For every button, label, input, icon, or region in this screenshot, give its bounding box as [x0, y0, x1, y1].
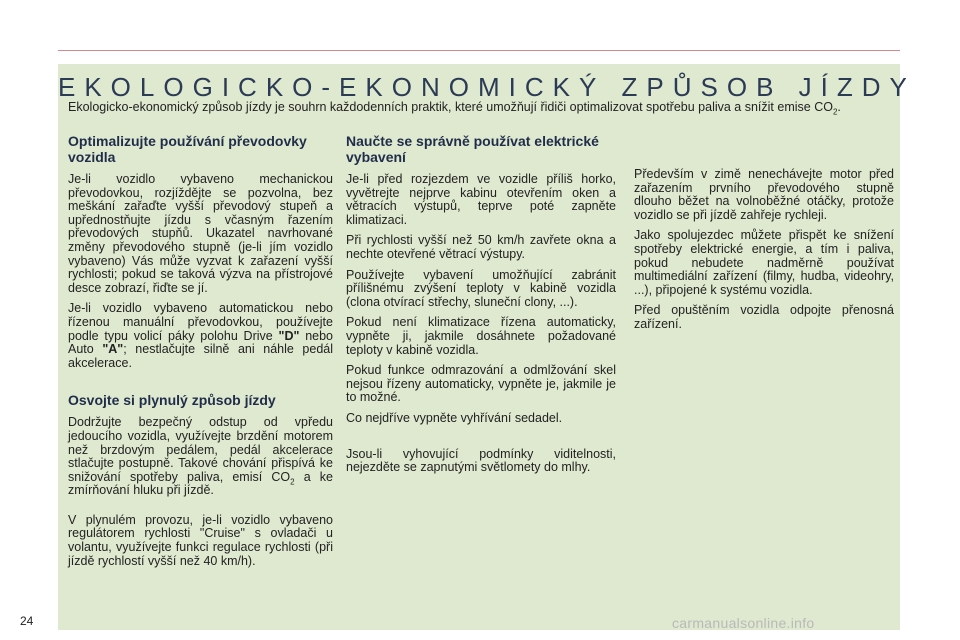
intro-paragraph [68, 100, 898, 117]
text-fragment: Dodržujte bezpečný odstup od vpředu jedoucího vozidla, využívejte brzdění motorem než brzdovým pedálem, pedál akcelerace stlačujte postupně. Takové chování přispívá ke snižování spotřeby paliva, emisí CO [68, 415, 333, 484]
paragraph-multimedia: Jako spolujezdec můžete přispět ke snížení spotřeby elektrické energie, a tím i paliva, pokud nebudete nadměrně používat multimediální zařízení (filmy, hudba, videohry, ...), připojené k systému vozidla. [634, 228, 894, 297]
section-heading-gearbox: Optimalizujte používání převodovky vozidla [68, 133, 307, 165]
paragraph-safe-distance [68, 416, 333, 498]
intro-text: Ekologicko-ekonomický způsob jízdy je souhrn každodenních praktik, které umožňují řidiči optimalizovat spotřebu paliva a snížit emise CO [68, 100, 833, 114]
text-fragment: ; nestlačujte silně ani náhle pedál akcelerace. [68, 342, 334, 370]
paragraph-manual-gearbox: Je-li vozidlo vybaveno mechanickou převodovkou, rozjíždějte se pozvolna, bez meškání zařaďte vyšší převodový stupeň a upřednostňujte jízdu s včasným řazením převodových stupňů. Ukazatel navrhované změny převodového stupně (je-li jím vozidlo vybaveno) Vás může vyzvat k zařazení vyšší rychlosti; pokud se taková výzva na přístrojové desce zobrazí, řiďte se jí. [68, 172, 333, 295]
paragraph-winter-idle: Především v zimě nenechávejte motor před zařazením prvního převodového stupně dlouho běžet na volnoběžné otáčky, protože vozidlo se při jízdě zahřeje rychleji. [634, 167, 894, 222]
top-divider [58, 50, 900, 51]
section-heading-electrical: Naučte se správně používat elektrické vybavení [346, 133, 599, 165]
paragraph-air-conditioning: Pokud není klimatizace řízena automaticky, vypněte ji, jakmile dosáhnete požadované teploty v kabině vozidla. [346, 315, 616, 357]
paragraph-sun-blinds: Používejte vybavení umožňující zabránit přílišnému zvýšení teploty v kabině vozidla (clona otvírací střechy, sluneční clony, ...). [346, 267, 616, 309]
watermark: carmanualsonline.info [672, 615, 815, 631]
mode-drive-label: "D" [278, 328, 300, 343]
page-title: EKOLOGICKO-EKONOMICKÝ ZPŮSOB JÍZDY [58, 72, 916, 102]
paragraph-seat-heating: Co nejdříve vypněte vyhřívání sedadel. [346, 410, 563, 425]
paragraph-ventilation: Je-li před rozjezdem ve vozidle příliš horko, vyvětrejte nejprve kabinu otevřením oken a větracích výstupů, teprve poté zapněte klimatizaci. [346, 172, 616, 227]
column-right [634, 168, 894, 339]
paragraph-cruise-control: V plynulém provozu, je-li vozidlo vybaveno regulátorem rychlosti "Cruise" s ovladači u volantu, využívejte funkci regulace rychlosti (při jízdě rychlostí vyšší než 40 km/h). [68, 512, 333, 568]
mode-auto-label: "A" [102, 342, 124, 357]
paragraph-automatic-gearbox [68, 302, 333, 370]
intro-subscript: 2 [832, 107, 838, 117]
paragraph-fog-lamps: Jsou-li vyhovující podmínky viditelnosti, nejezděte se zapnutými světlomety do mlhy. [346, 446, 616, 475]
content-panel [58, 64, 916, 630]
text-fragment: a ke zmírňování hluku při jízdě. [68, 469, 333, 498]
column-left [68, 133, 333, 575]
text-fragment: nebo Auto [68, 328, 333, 357]
co2-subscript: 2 [290, 477, 295, 487]
paragraph-demisting: Pokud funkce odmrazování a odmlžování skel nejsou řízeny automaticky, vypněte je, jakmile je to možné. [346, 363, 616, 405]
section-heading-smooth-driving: Osvojte si plynulý způsob jízdy [68, 392, 276, 409]
intro-end: . [837, 100, 841, 114]
page-number: 24 [20, 614, 34, 628]
column-middle [346, 133, 616, 482]
paragraph-portable-devices: Před opuštěním vozidla odpojte přenosná zařízení. [634, 303, 894, 331]
text-fragment: Je-li vozidlo vybaveno automatickou nebo řízenou manuální převodovkou, používejte podle typu volicí páky polohu Drive [68, 301, 333, 343]
paragraph-windows: Při rychlosti vyšší než 50 km/h zavřete okna a nechte otevřené větrací výstupy. [346, 233, 616, 261]
